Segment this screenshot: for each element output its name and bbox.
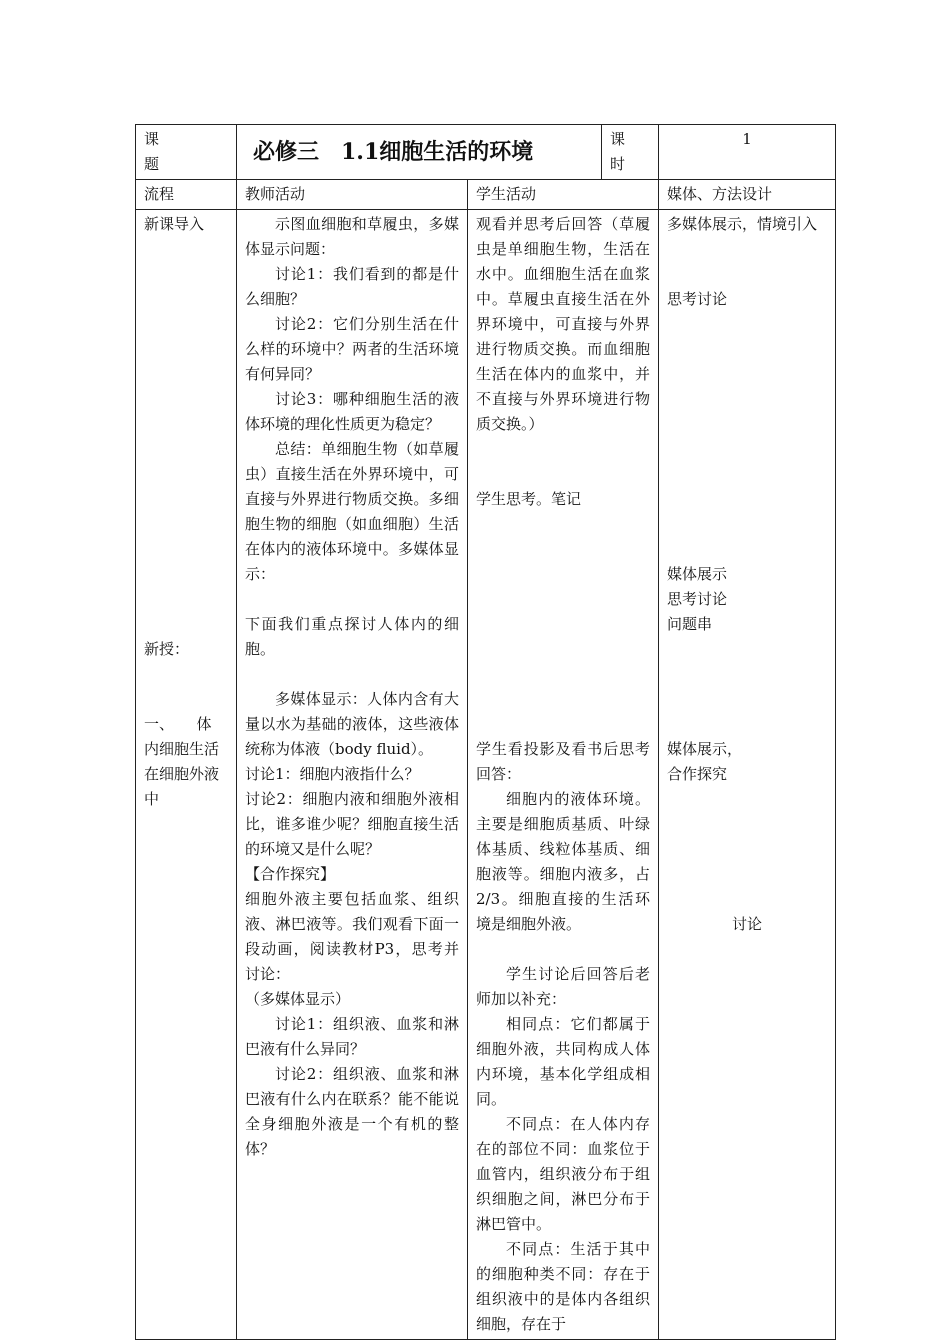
teacher-p2: 讨论1：我们看到的都是什么细胞？ — [245, 265, 459, 308]
student-cell — [468, 210, 659, 1340]
media-m5: 问题串 — [667, 615, 713, 633]
media-m8: 讨论 — [732, 915, 763, 933]
teacher-p12: （多媒体显示） — [245, 990, 351, 1008]
period-label: 课时 — [602, 125, 659, 180]
topic-label: 课 题 — [136, 125, 237, 180]
col-header-teacher: 教师活动 — [237, 180, 468, 210]
teacher-p11: 细胞外液主要包括血浆、组织液、淋巴液等。我们观看下面一段动画，阅读教材P3，思考并讨论： — [245, 890, 459, 983]
lesson-title: 必修三 1.1细胞生活的环境 — [237, 125, 602, 180]
col-header-media: 媒体、方法设计 — [659, 180, 836, 210]
media-m2: 思考讨论 — [667, 290, 728, 308]
flow-new: 新授： — [144, 640, 190, 658]
teacher-p3: 讨论2：它们分别生活在什么样的环境中？两者的生活环境有何异同？ — [245, 315, 459, 383]
title-row — [136, 125, 836, 180]
student-p3: 学生看投影及看书后思考回答： — [476, 740, 650, 783]
student-p6: 相同点：它们都属于细胞外液，共同构成人体内环境，基本化学组成相同。 — [476, 1015, 650, 1108]
flow-cell — [136, 210, 237, 1340]
student-p8: 不同点：生活于其中的细胞种类不同：存在于组织液中的是体内各组织细胞，存在于 — [476, 1240, 650, 1333]
teacher-p13: 讨论1：组织液、血浆和淋巴液有什么异同？ — [245, 1015, 459, 1058]
student-p7: 不同点：在人体内存在的部位不同：血浆位于血管内，组织液分布于组织细胞之间，淋巴分布于淋巴管中。 — [476, 1115, 650, 1233]
media-m1: 多媒体展示，情境引入 — [667, 215, 818, 233]
teacher-p8: 讨论1：细胞内液指什么？ — [245, 765, 420, 783]
period-value: 1 — [659, 125, 836, 180]
media-m3: 媒体展示 — [667, 565, 728, 583]
teacher-p4: 讨论3：哪种细胞生活的液体环境的理化性质更为稳定？ — [245, 390, 459, 433]
media-cell — [659, 210, 836, 1340]
teacher-cell — [237, 210, 468, 1340]
teacher-p7: 多媒体显示：人体内含有大量以水为基础的液体，这些液体统称为体液（body fluid）。 — [245, 690, 459, 758]
media-m6: 媒体展示， — [667, 740, 743, 758]
media-m7: 合作探究 — [667, 765, 728, 783]
lesson-plan-table — [135, 124, 836, 1340]
teacher-p1: 示图血细胞和草履虫，多媒体显示问题： — [245, 215, 459, 258]
flow-section1-line2: 内细胞生活在细胞外液中 — [144, 740, 220, 808]
flow-intro: 新课导入 — [144, 215, 205, 233]
media-m4: 思考讨论 — [667, 590, 728, 608]
teacher-p5: 总结：单细胞生物（如草履虫）直接生活在外界环境中，可直接与外界进行物质交换。多细胞生物的细胞（如血细胞）生活在体内的液体环境中。多媒体显示： — [245, 440, 459, 583]
teacher-p10: 【合作探究】 — [245, 865, 336, 883]
student-p5: 学生讨论后回答后老师加以补充： — [476, 965, 650, 1008]
teacher-p14: 讨论2：组织液、血浆和淋巴液有什么内在联系？能不能说全身细胞外液是一个有机的整体？ — [245, 1065, 459, 1158]
content-row — [136, 210, 836, 1340]
student-p2: 学生思考。笔记 — [476, 490, 582, 508]
col-header-student: 学生活动 — [468, 180, 659, 210]
column-header-row — [136, 180, 836, 210]
teacher-p9: 讨论2：细胞内液和细胞外液相比，谁多谁少呢？细胞直接生活的环境又是什么呢？ — [245, 790, 459, 858]
flow-section1-line1: 一、 体 — [144, 715, 212, 733]
student-p1: 观看并思考后回答（草履虫是单细胞生物，生活在水中。血细胞生活在血浆中。草履虫直接生活在外界环境中，可直接与外界进行物质交换。而血细胞生活在体内的血浆中，并不直接与外界环境进行物质交换。） — [476, 215, 650, 433]
student-p4: 细胞内的液体环境。主要是细胞质基质、叶绿体基质、线粒体基质、细胞液等。细胞内液多，占2/3。细胞直接的生活环境是细胞外液。 — [476, 790, 650, 933]
col-header-flow: 流程 — [136, 180, 237, 210]
teacher-p6: 下面我们重点探讨人体内的细胞。 — [245, 615, 459, 658]
